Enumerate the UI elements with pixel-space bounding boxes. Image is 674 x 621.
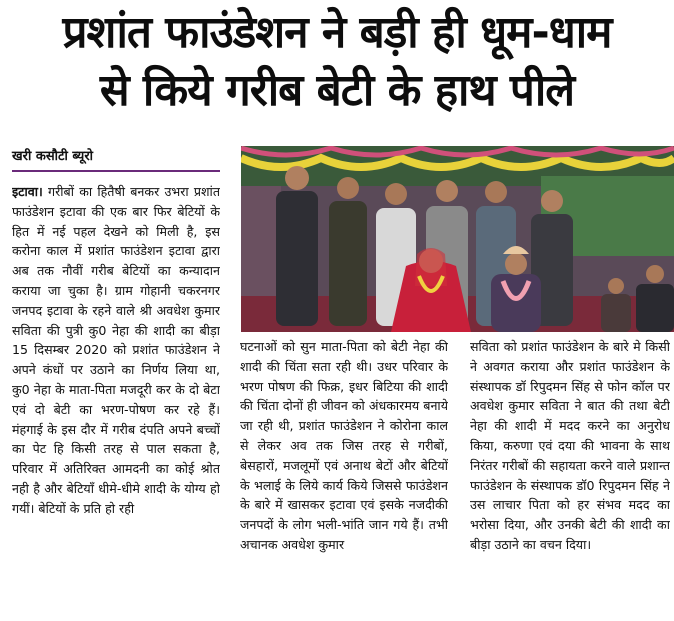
headline-line-2: से किये गरीब बेटी के हाथ पीले	[99, 65, 575, 116]
headline	[0, 4, 674, 120]
left-drape	[241, 186, 281, 306]
article-column-3: सविता को प्रशांत फाउंडेशन के बारे मे किसी ने अवगत कराया और प्रशांत फाउंडेशन के संस्थापक डॉ रिपुदमन सिंह से फोन कॉल पर अवधेश कुमार सविता ने बात की तथा बेटी नेहा की शादी में मदद करने का अनुरोध किया, करुणा एवं दया की भावना के साथ निरंतर गरीबों की सहायता करने वाले प्रशान्त फाउंडेशन के संस्थापक डॉ0 रिपुदमन सिंह ने उस लाचार पिता को हर संभव मदद का भरोसा दिया, और उनकी बेटी की शादी का बीड़ा उठाने का वचन दिया।	[470, 339, 670, 552]
wedding-photo	[241, 146, 674, 332]
dateline: इटावा।	[12, 184, 43, 199]
byline: खरी कसौटी ब्यूरो	[12, 146, 220, 172]
article-column-1-text: गरीबों का हितैषी बनकर उभरा प्रशांत फाउंडेशन इटावा की एक बार फिर बेटियों के हित में नई पहल देखने को मिली है, इस करोना काल में प्रशांत फाउंडेशन इटावा द्वारा अब तक नौवीं गरीब बेटियों का कन्यादान कराया जा चुका है। ग्राम गोहानी चकरनगर जनपद इटावा के रहने वाले श्री अवधेश कुमार सविता की पुत्री कु0 नेहा की शादी का बीड़ा 15 दिसम्बर 2020 को प्रशांत फाउंडेशन ने अपने कंधों पर उठाने का निर्णय लिया था, कु0 नेहा के माता-पिता मजदूरी कर के दो बेटा एवं दो बेटी का भरण-पोषण कर रहे हैं। मंहगाई के इस दौर में गरीब दंपति अपने बच्चों का पेट हि किसी तरह से पाल सकता है, परिवार में अतिरिक्त आमदनी का कोई श्रोत नही है और बेटियाँ धीमे-धीमे शादी के योग्य हो गयीं। बेटियों के प्रति हो रही	[12, 184, 220, 516]
wedding-photo-illustration	[241, 146, 674, 332]
article-column-2: घटनाओं को सुन माता-पिता को बेटी नेहा की शादी की चिंता सता रही थी। उधर परिवार के भरण पोषण की फिक्र, इधर बिटिया की शादी की चिंता दोनों ही जीवन को अंधकारमय बनाये जा रही थी, प्रशांत फाउंडेशन ने कोरोना काल से लेकर अव तक जिस तरह से गरीबों, बेसहारों, मजलूमों एवं अनाथ बेटों और बेटियों के भलाई के लिये कार्य किये जिससे फाउंडेशन के बारे में खासकर इटावा एवं इसके नजदीकी जनपदों के लोग भली-भांति जान गये हैं। तभी अचानक अवधेश कुमार	[240, 339, 448, 552]
article-column-1	[12, 182, 220, 618]
headline-line-1: प्रशांत फाउंडेशन ने बड़ी ही धूम-धाम	[62, 7, 612, 58]
